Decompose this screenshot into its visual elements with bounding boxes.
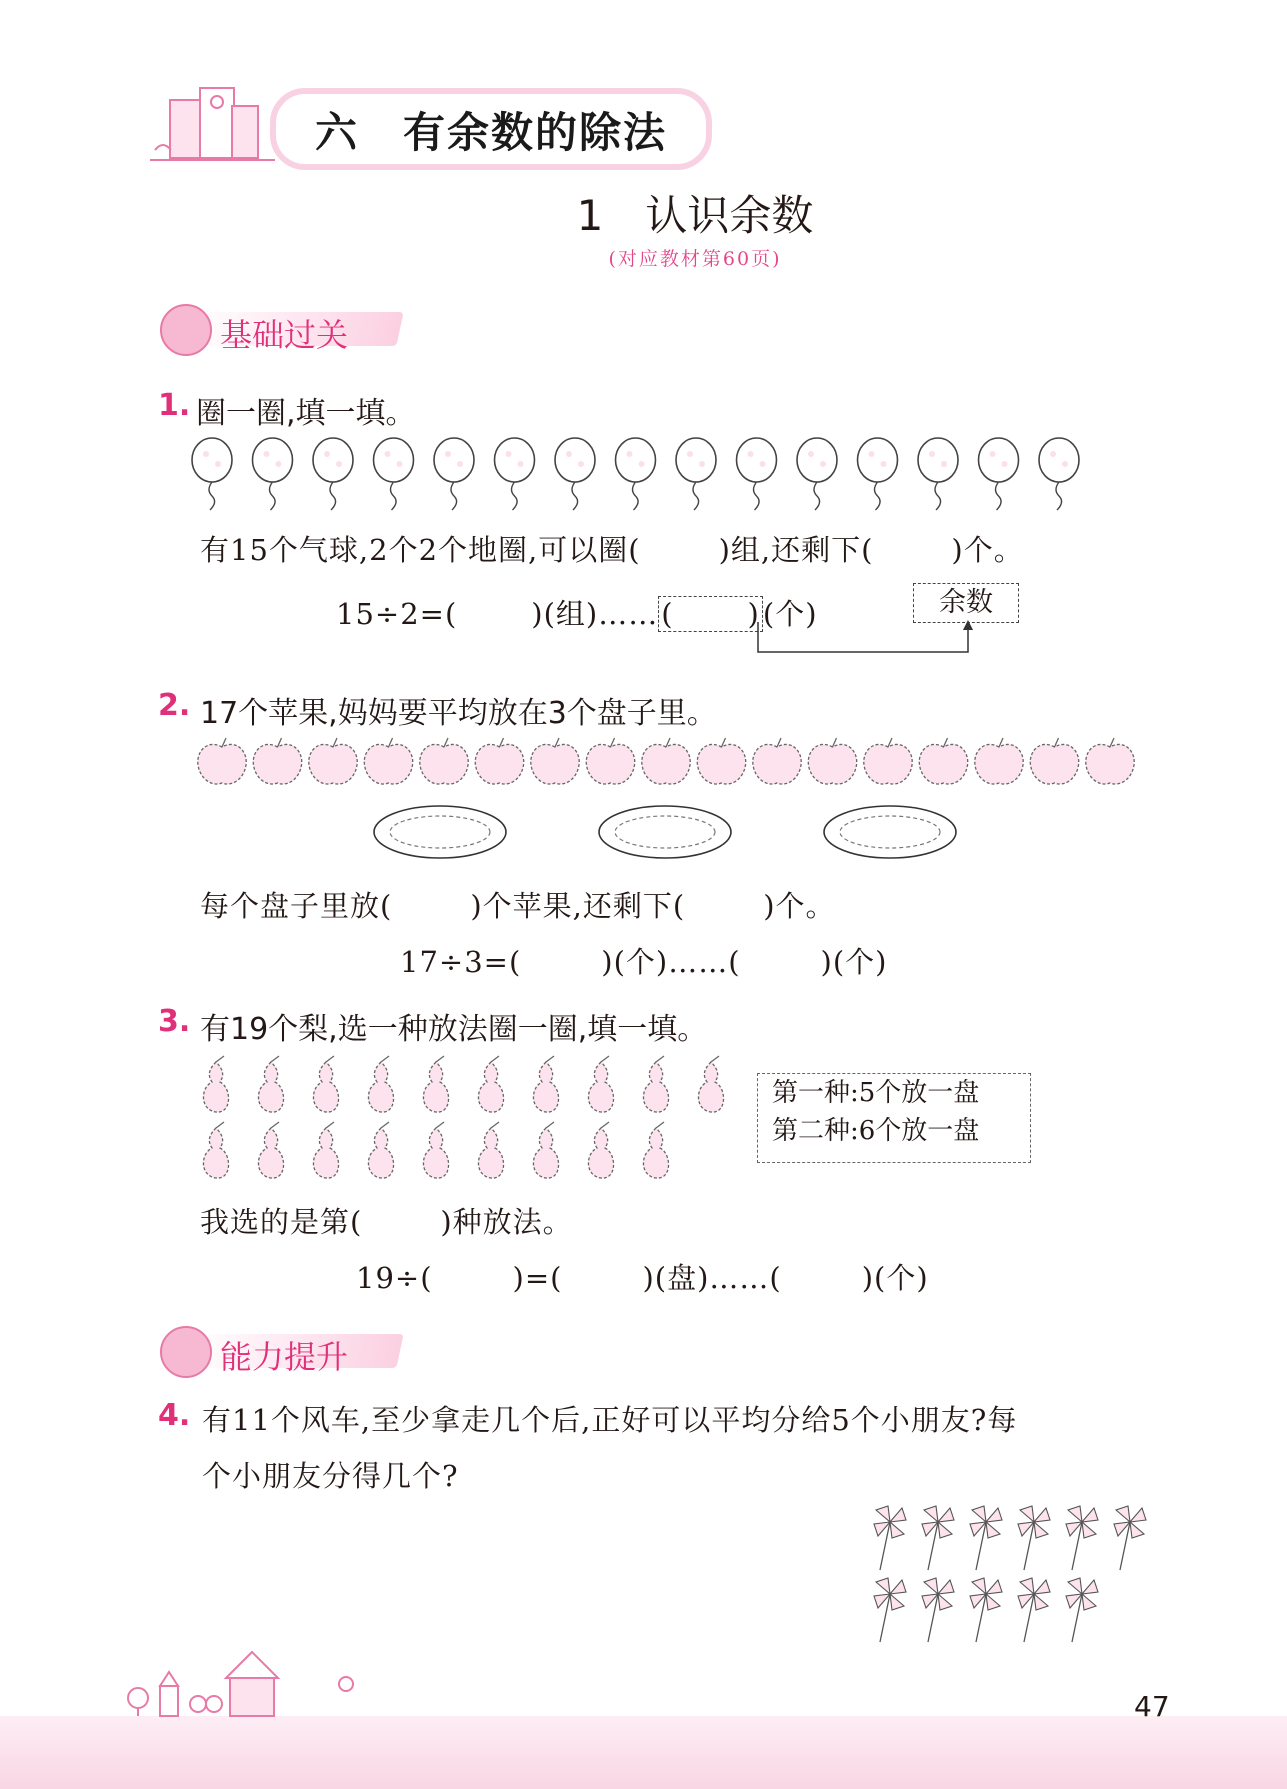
- eq-text: )(盘)……(: [642, 1261, 782, 1295]
- eq-text: )(个): [820, 945, 888, 979]
- question-text-line1: 有11个风车,至少拿走几个后,正好可以平均分给5个小朋友?每: [202, 1403, 1018, 1437]
- remainder-label-box: 余数: [913, 583, 1019, 623]
- balloon-icon: [979, 438, 1019, 510]
- apple-icon: [420, 738, 468, 784]
- pear-icon: [533, 1056, 558, 1112]
- pinwheel-icon: [874, 1506, 906, 1570]
- question-number: 1.: [158, 388, 191, 423]
- pinwheel-icon: [1066, 1506, 1098, 1570]
- pear-icon: [313, 1056, 338, 1112]
- question-number: 2.: [158, 688, 191, 723]
- q2-text: )个苹果,还剩下(: [470, 889, 686, 923]
- plate-icon: [824, 806, 956, 858]
- balloon-icon: [858, 438, 898, 510]
- pear-icon: [203, 1056, 228, 1112]
- apple-icon: [586, 738, 634, 784]
- question-number: 3.: [158, 1004, 191, 1039]
- eq-text: )(个)……(: [601, 945, 741, 979]
- method-option-1: 第一种:5个放一盘: [772, 1078, 980, 1108]
- page-number: 47: [1134, 1690, 1170, 1723]
- section-header-label: 能力提升: [220, 1338, 349, 1376]
- method-options-box: [757, 1073, 1031, 1163]
- pear-icon: [258, 1122, 283, 1178]
- apple-icon: [697, 738, 745, 784]
- apple-icon: [642, 738, 690, 784]
- plate-row: [370, 800, 970, 866]
- balloon-icon: [434, 438, 474, 510]
- q2-text: 每个盘子里放(: [200, 889, 393, 923]
- child-avatar-icon: [160, 1326, 212, 1378]
- eq-text: ): [747, 597, 760, 631]
- q1-text: )个。: [951, 533, 1024, 567]
- balloon-icon: [253, 438, 293, 510]
- section-title: 1 认识余数: [576, 191, 814, 240]
- pear-icon: [313, 1122, 338, 1178]
- pinwheel-icon: [922, 1506, 954, 1570]
- q1-text: 有15个气球,2个2个地圈,可以圈(: [200, 533, 641, 567]
- balloon-row: [190, 436, 1110, 514]
- pinwheel-icon: [1066, 1578, 1098, 1642]
- section-header-basic: [160, 304, 420, 354]
- pear-icon: [368, 1056, 393, 1112]
- apple-icon: [1086, 738, 1134, 784]
- q3-text: )种放法。: [440, 1205, 573, 1239]
- eq-text: (个): [762, 597, 818, 631]
- pear-icon: [368, 1122, 393, 1178]
- connector-arrow: [740, 620, 980, 656]
- apple-icon: [975, 738, 1023, 784]
- pear-icon: [643, 1056, 668, 1112]
- pear-icon: [588, 1122, 613, 1178]
- apple-icon: [808, 738, 856, 784]
- pear-icon: [533, 1122, 558, 1178]
- pear-icon: [258, 1056, 283, 1112]
- pinwheel-icon: [874, 1578, 906, 1642]
- child-avatar-icon: [160, 304, 212, 356]
- apple-icon: [475, 738, 523, 784]
- eq-text: (: [661, 597, 674, 631]
- pear-icon: [588, 1056, 613, 1112]
- apple-icon: [198, 738, 246, 784]
- balloon-icon: [676, 438, 716, 510]
- balloon-icon: [797, 438, 837, 510]
- pinwheel-icon: [970, 1578, 1002, 1642]
- apple-icon: [253, 738, 301, 784]
- pinwheel-icon: [922, 1578, 954, 1642]
- chapter-banner: [150, 80, 710, 164]
- footer-band: [0, 1716, 1287, 1789]
- method-option-2: 第二种:6个放一盘: [772, 1116, 980, 1146]
- plate-icon: [599, 806, 731, 858]
- question-prompt: 17个苹果,妈妈要平均放在3个盘子里。: [200, 696, 717, 731]
- pinwheel-icon: [1018, 1578, 1050, 1642]
- question-text-line2: 个小朋友分得几个?: [202, 1459, 459, 1493]
- pear-icon: [478, 1122, 503, 1178]
- apple-icon: [1030, 738, 1078, 784]
- eq-text: )(组)……: [531, 597, 659, 631]
- eq-text: 15÷2=(: [336, 597, 458, 631]
- apple-icon: [919, 738, 967, 784]
- apple-icon: [753, 738, 801, 784]
- balloon-icon: [1039, 438, 1079, 510]
- apple-icon: [309, 738, 357, 784]
- eq-text: 19÷(: [356, 1261, 433, 1295]
- q2-text: )个。: [763, 889, 836, 923]
- question-number: 4.: [158, 1398, 191, 1433]
- town-decoration-icon: [120, 1648, 380, 1718]
- balloon-icon: [495, 438, 535, 510]
- pear-icon: [423, 1122, 448, 1178]
- balloon-icon: [192, 438, 232, 510]
- plate-icon: [374, 806, 506, 858]
- q1-fill-line: [200, 528, 1024, 569]
- q2-equation: [400, 940, 887, 981]
- q3-equation: [356, 1256, 929, 1297]
- apple-icon: [864, 738, 912, 784]
- eq-text: )(个): [861, 1261, 929, 1295]
- section-header-label: 基础过关: [220, 316, 349, 354]
- pear-icon: [423, 1056, 448, 1112]
- pinwheel-icon: [1114, 1506, 1146, 1570]
- question-prompt: 圈一圈,填一填。: [196, 396, 416, 431]
- q2-fill-line: [200, 884, 836, 925]
- pinwheel-icon: [970, 1506, 1002, 1570]
- q3-text: 我选的是第(: [200, 1205, 363, 1239]
- apple-row: [196, 735, 1146, 791]
- q3-fill-line: [200, 1200, 573, 1241]
- balloon-icon: [616, 438, 656, 510]
- balloon-icon: [918, 438, 958, 510]
- balloon-icon: [737, 438, 777, 510]
- section-header-advanced: [160, 1326, 420, 1376]
- pear-icon: [203, 1122, 228, 1178]
- pear-grid: [196, 1052, 736, 1184]
- school-building-icon: [150, 80, 280, 170]
- apple-icon: [531, 738, 579, 784]
- chapter-title: 六 有余数的除法: [315, 108, 668, 157]
- balloon-icon: [313, 438, 353, 510]
- balloon-icon: [555, 438, 595, 510]
- balloon-icon: [374, 438, 414, 510]
- textbook-reference: (对应教材第60页): [608, 248, 782, 270]
- eq-text: )=(: [512, 1261, 563, 1295]
- pinwheel-icon: [1018, 1506, 1050, 1570]
- pear-icon: [698, 1056, 723, 1112]
- q1-text: )组,还剩下(: [718, 533, 874, 567]
- pear-icon: [478, 1056, 503, 1112]
- apple-icon: [364, 738, 412, 784]
- pear-icon: [643, 1122, 668, 1178]
- question-prompt: 有19个梨,选一种放法圈一圈,填一填。: [200, 1012, 708, 1047]
- pinwheel-grid: [866, 1500, 1166, 1650]
- eq-text: 17÷3=(: [400, 945, 522, 979]
